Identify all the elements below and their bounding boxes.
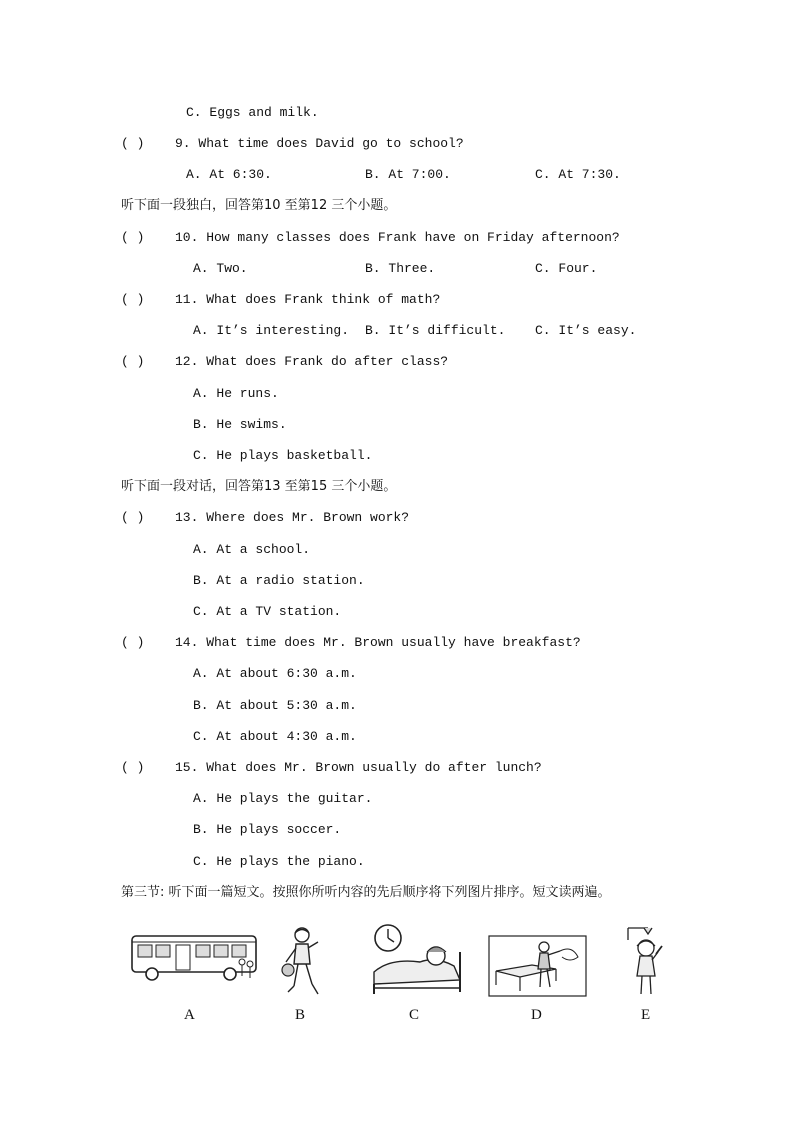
q13-answer-blank[interactable]: ( ) (121, 510, 145, 525)
q14-option-a: A. At about 6:30 a.m. (193, 666, 357, 681)
picture-label-c: C (409, 1007, 420, 1023)
q11-option-c: C. It’s easy. (535, 323, 637, 338)
q11-option-a: A. It’s interesting. (193, 323, 350, 338)
q9-question: 9. What time does David go to school? (175, 136, 464, 151)
q13-question: 13. Where does Mr. Brown work? (175, 510, 410, 525)
q15-question: 15. What does Mr. Brown usually do after lunch? (175, 760, 542, 775)
picture-label-d: D (531, 1007, 542, 1023)
sleeping-bed-clock-icon (370, 922, 466, 1000)
q14-question: 14. What time does Mr. Brown usually have breakfast? (175, 635, 581, 650)
q9-answer-blank[interactable]: ( ) (121, 136, 145, 151)
bedroom-getting-up-icon (488, 935, 588, 997)
q10-option-c: C. Four. (535, 261, 598, 276)
section3-heading: 第三节: 听下面一篇短文。按照你所听内容的先后顺序将下列图片排序。短文读两遍。 (121, 885, 611, 900)
q13-option-c: C. At a TV station. (193, 604, 342, 619)
q14-option-b: B. At about 5:30 a.m. (193, 698, 357, 713)
q15-option-c: C. He plays the piano. (193, 854, 365, 869)
section-monologue-heading: 听下面一段独白，回答第10 至第12 三个小题。 (121, 198, 397, 213)
brushing-teeth-icon (622, 924, 668, 1000)
q12-answer-blank[interactable]: ( ) (121, 354, 145, 369)
q11-question: 11. What does Frank think of math? (175, 292, 441, 307)
q10-option-a: A. Two. (193, 261, 248, 276)
q10-question: 10. How many classes does Frank have on Friday afternoon? (175, 230, 620, 245)
q15-option-b: B. He plays soccer. (193, 822, 342, 837)
q9-option-a: A. At 6:30. (186, 167, 272, 182)
bus-icon (130, 928, 260, 984)
q13-option-a: A. At a school. (193, 542, 311, 557)
q11-answer-blank[interactable]: ( ) (121, 292, 145, 307)
q9-option-b: B. At 7:00. (365, 167, 451, 182)
q12-option-b: B. He swims. (193, 417, 287, 432)
q14-answer-blank[interactable]: ( ) (121, 635, 145, 650)
q9-option-c: C. At 7:30. (535, 167, 621, 182)
picture-label-b: B (295, 1007, 306, 1023)
q13-option-b: B. At a radio station. (193, 573, 365, 588)
q12-question: 12. What does Frank do after class? (175, 354, 449, 369)
basketball-player-icon (280, 924, 330, 1000)
picture-label-e: E (641, 1007, 651, 1023)
q12-option-c: C. He plays basketball. (193, 448, 373, 463)
q11-option-b: B. It’s difficult. (365, 323, 506, 338)
q8-option-c: C. Eggs and milk. (186, 105, 319, 120)
q15-option-a: A. He plays the guitar. (193, 791, 373, 806)
picture-label-a: A (184, 1007, 195, 1023)
q10-answer-blank[interactable]: ( ) (121, 230, 145, 245)
section-dialogue-heading: 听下面一段对话，回答第13 至第15 三个小题。 (121, 479, 397, 494)
q15-answer-blank[interactable]: ( ) (121, 760, 145, 775)
q14-option-c: C. At about 4:30 a.m. (193, 729, 357, 744)
q10-option-b: B. Three. (365, 261, 436, 276)
q12-option-a: A. He runs. (193, 386, 279, 401)
